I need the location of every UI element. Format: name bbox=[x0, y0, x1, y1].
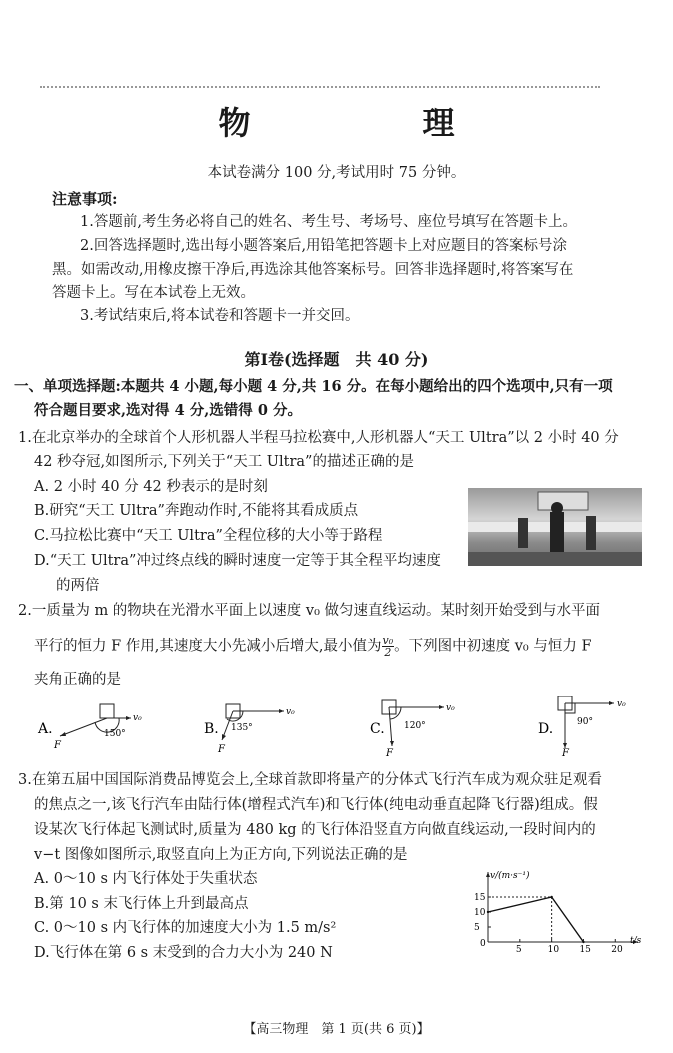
notice-item: 黑。如需改动,用橡皮擦干净后,再选涂其他答案标号。回答非选择题时,将答案写在 bbox=[52, 262, 574, 278]
velocity-label: v₀ bbox=[286, 707, 295, 717]
x-tick-label: 20 bbox=[611, 945, 623, 955]
q2-stem: 2.一质量为 m 的物块在光滑水平面上以速度 v₀ 做匀速直线运动。某时刻开始受到与水平面 bbox=[18, 603, 601, 619]
velocity-label: v₀ bbox=[617, 699, 626, 709]
option-d-diagram bbox=[538, 696, 626, 756]
option-b-label: B. bbox=[204, 721, 219, 737]
q3-stem: 3.在第五届中国国际消费品博览会上,全球首款即将量产的分体式飞行汽车成为观众驻足观看 bbox=[18, 772, 602, 788]
velocity-line bbox=[488, 897, 583, 942]
section-heading: 第Ⅰ卷(选择题 共 40 分) bbox=[244, 350, 429, 369]
min-speed-fraction bbox=[382, 635, 395, 658]
q2-stem-text: 平行的恒力 F 作用,其速度大小先减小后增大,最小值为 bbox=[34, 638, 382, 655]
data-point bbox=[487, 911, 489, 913]
block-icon bbox=[100, 704, 114, 718]
y-tick-label: 15 bbox=[474, 893, 486, 903]
notice-item: 2.回答选择题时,选出每小题答案后,用铅笔把答题卡上对应题目的答案标号涂 bbox=[80, 238, 568, 254]
q1-option-a: A. 2 小时 40 分 42 秒表示的是时刻 bbox=[34, 479, 268, 495]
q3-option-c: C. 0～10 s 内飞行体的加速度大小为 1.5 m/s² bbox=[34, 920, 337, 936]
angle-value: 120° bbox=[404, 721, 426, 731]
velocity-label: v₀ bbox=[133, 713, 142, 723]
force-label: F bbox=[54, 740, 61, 751]
force-label: F bbox=[562, 748, 569, 756]
notice-item: 1.答题前,考生务必将自己的姓名、考生号、考场号、座位号填写在答题卡上。 bbox=[80, 214, 577, 230]
q1-stem: 42 秒夺冠,如图所示,下列关于“天工 Ultra”的描述正确的是 bbox=[34, 454, 414, 470]
right-angle-mark bbox=[565, 703, 575, 713]
fraction-numerator: v₀ bbox=[382, 634, 394, 647]
force-arrow bbox=[389, 707, 392, 746]
part1-instruction: 一、单项选择题:本题共 4 小题,每小题 4 分,共 16 分。在每小题给出的四个选项中,只有一项 bbox=[14, 378, 613, 395]
q3-stem: v−t 图像如图所示,取竖直向上为正方向,下列说法正确的是 bbox=[34, 847, 408, 863]
y-axis-label: v/(m·s⁻¹) bbox=[490, 871, 530, 881]
y-tick-label: 5 bbox=[474, 923, 480, 933]
q1-stem: 1.在北京举办的全球首个人形机器人半程马拉松赛中,人形机器人“天工 Ultra”以 2 小时 40 分 bbox=[18, 430, 619, 446]
x-axis-label: t/s bbox=[630, 936, 642, 946]
angle-value: 90° bbox=[577, 717, 593, 727]
option-a-label: A. bbox=[38, 721, 53, 737]
q3-option-d: D.飞行体在第 6 s 末受到的合力大小为 240 N bbox=[34, 945, 333, 961]
q3-option-a: A. 0～10 s 内飞行体处于失重状态 bbox=[34, 871, 258, 887]
q1-option-b: B.研究“天工 Ultra”奔跑动作时,不能将其看成质点 bbox=[34, 503, 359, 519]
q2-stem: 夹角正确的是 bbox=[34, 672, 121, 688]
page-title: 物 理 bbox=[218, 104, 525, 142]
notice-item: 答题卡上。写在本试卷上无效。 bbox=[52, 285, 255, 301]
q1-option-c: C.马拉松比赛中“天工 Ultra”全程位移的大小等于路程 bbox=[34, 528, 383, 544]
notice-item: 3.考试结束后,将本试卷和答题卡一并交回。 bbox=[80, 308, 360, 324]
page-footer: 【高三物理 第 1 页(共 6 页)】 bbox=[243, 1022, 430, 1037]
exam-intro: 本试卷满分 100 分,考试用时 75 分钟。 bbox=[207, 165, 466, 181]
option-d-label: D. bbox=[538, 721, 554, 737]
x-tick-label: 0 bbox=[480, 939, 486, 949]
option-c-label: C. bbox=[370, 721, 385, 737]
q2-option-diagrams bbox=[34, 696, 644, 756]
photo-illustration bbox=[468, 488, 642, 566]
option-c-diagram bbox=[370, 700, 455, 756]
angle-value: 150° bbox=[104, 729, 126, 739]
x-tick-label: 15 bbox=[579, 945, 591, 955]
notice-heading: 注意事项: bbox=[52, 190, 118, 208]
option-b-diagram bbox=[204, 704, 295, 755]
q2-stem-text: 。下列图中初速度 v₀ 与恒力 F bbox=[394, 638, 592, 655]
x-tick-label: 10 bbox=[547, 945, 560, 955]
q1-option-d: D.“天工 Ultra”冲过终点线的瞬时速度一定等于其全程平均速度 bbox=[34, 553, 441, 569]
q3-stem: 的焦点之一,该飞行汽车由陆行体(增程式汽车)和飞行体(纯电动垂直起降飞行器)组成。假 bbox=[34, 797, 598, 813]
vt-graph-svg bbox=[460, 866, 645, 956]
vt-graph bbox=[460, 866, 645, 956]
q1-option-d: 的两倍 bbox=[56, 578, 100, 594]
force-label: F bbox=[386, 748, 393, 756]
fraction-denominator: 2 bbox=[384, 646, 392, 659]
force-angle-diagrams bbox=[34, 696, 644, 756]
force-label: F bbox=[218, 744, 225, 755]
angle-value: 135° bbox=[231, 723, 253, 733]
header-strip bbox=[40, 86, 600, 91]
q3-stem: 设某次飞行体起飞测试时,质量为 480 kg 的飞行体沿竖直方向做直线运动,一段时间内的 bbox=[34, 822, 596, 838]
y-tick-label: 10 bbox=[474, 908, 486, 918]
q3-option-b: B.第 10 s 末飞行体上升到最高点 bbox=[34, 896, 249, 912]
data-point bbox=[582, 941, 584, 943]
x-tick-label: 5 bbox=[515, 945, 522, 955]
option-a-diagram bbox=[37, 704, 142, 751]
data-point bbox=[550, 896, 552, 898]
part1-instruction: 符合题目要求,选对得 4 分,选错得 0 分。 bbox=[34, 402, 302, 419]
robot-marathon-photo bbox=[468, 488, 642, 566]
force-arrow bbox=[60, 718, 107, 736]
velocity-label: v₀ bbox=[446, 703, 455, 713]
q2-stem-line2 bbox=[34, 635, 592, 658]
